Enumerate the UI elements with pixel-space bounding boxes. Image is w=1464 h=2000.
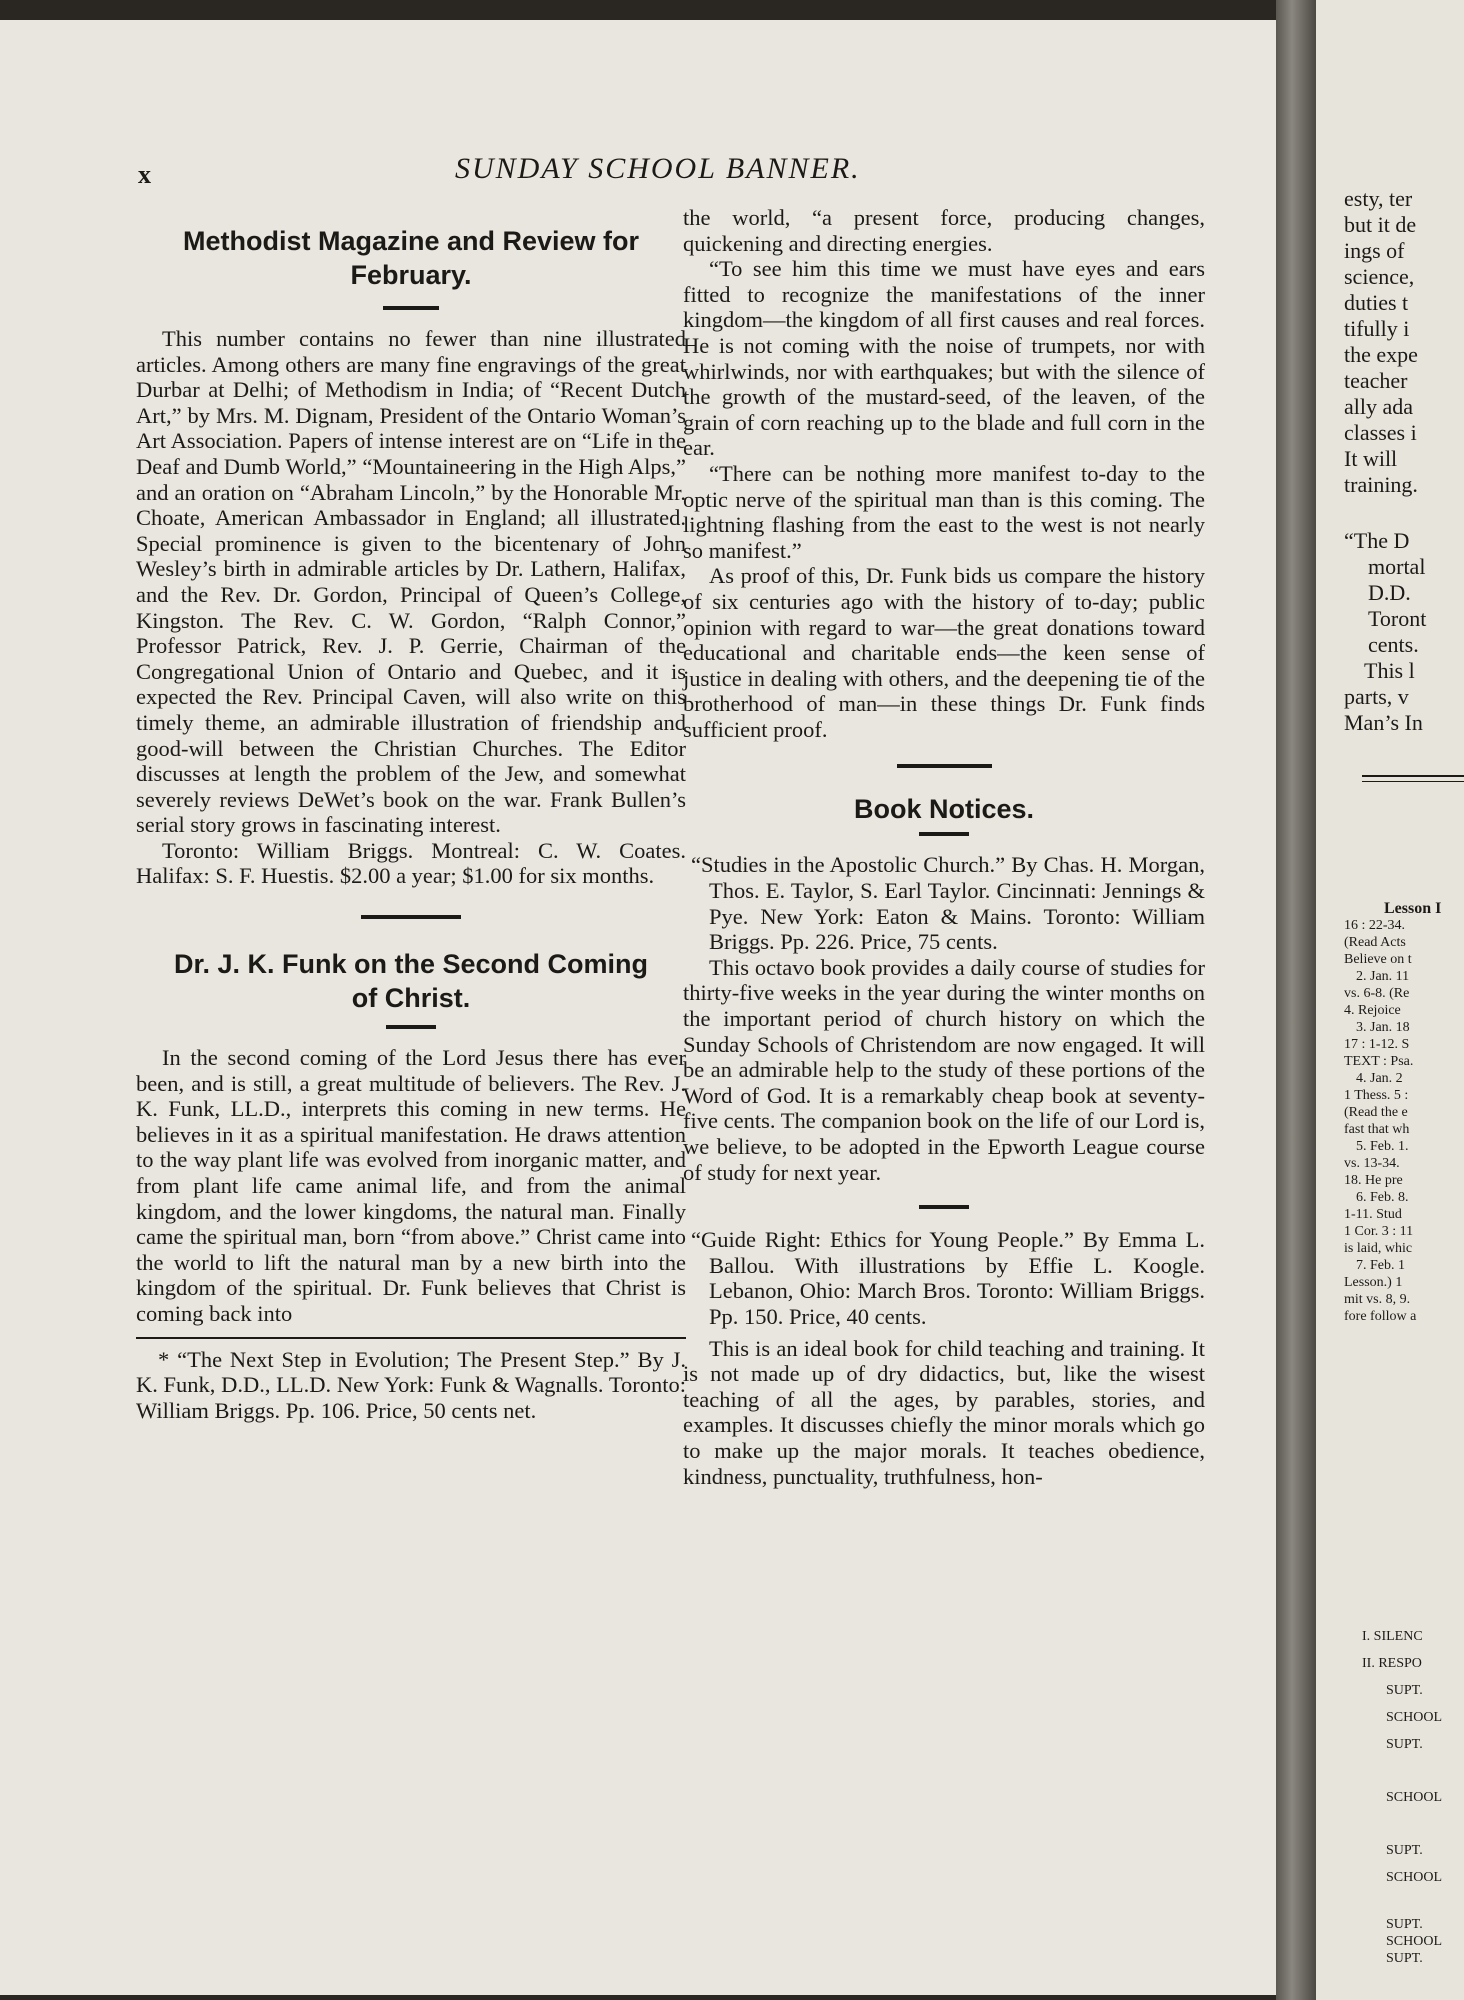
section-rule: [383, 306, 439, 310]
running-title: SUNDAY SCHOOL BANNER.: [455, 152, 861, 185]
paragraph: This number contains no fewer than nine illustrated articles. Among others are many fine engravings of the great Durbar at Delhi; of Methodism in India; of “Recent Dutch Art,” by Mrs. M. Dignam, President of the Ontario Woman’s Art Association. Papers of intense interest are on “Life in the Deaf and Dumb World,” “Mountaineering in the High Alps,” and an oration on “Abraham Lincoln,” by the Honorable Mr. Choate, American Ambassador in England; all illustrated. Special prominence is given to the bicentenary of John Wesley’s birth in admirable articles by Dr. Lathern, Halifax, and the Rev. Dr. Gordon, Principal of Queen’s College, Kingston. The Rev. C. W. Gordon, “Ralph Connor,” Professor Patrick, Rev. J. P. Gerrie, Chairman of the Congregational Union of Ontario and Quebec, and it is expected the Rev. Principal Caven, will also write on this timely theme, an admirable illustration of friendship and good-will between the Christian Churches. The Editor discusses at length the problem of the Jew, and somewhat severely reviews DeWet’s book on the war. Frank Bullen’s serial story grows in fascinating interest.: [136, 326, 686, 838]
footnote: * “The Next Step in Evolution; The Present Step.” By J. K. Funk, D.D., LL.D. New York: Funk & Wagnalls. Toronto: William Briggs. Pp. 106. Price, 50 cents net.: [136, 1346, 686, 1423]
section-divider: [897, 764, 992, 768]
facing-rule: [1362, 781, 1464, 782]
paragraph: This is an ideal book for child teaching and training. It is not made up of dry didactics, but, like the wisest teaching of all the ages, by parables, stories, and examples. It discusses chiefly the minor morals which go to make up the major morals. It teaches obedience, kindness, punctuality, truthfulness, hon-: [683, 1335, 1205, 1489]
column-right: [683, 205, 1205, 1489]
paragraph: the world, “a present force, producing changes, quickening and directing energies.: [683, 205, 1205, 256]
paragraph: In the second coming of the Lord Jesus there has ever been, and is still, a great multitude of believers. The Rev. J. K. Funk, LL.D., interprets this coming in new terms. He believes in it as a spiritual manifestation. He draws attention to the way plant life was evolved from inorganic matter, and from plant life came animal life, and from the animal kingdom, and the lower kingdoms, the natural man. Finally came the spiritual man, born “from above.” Christ came into the world to lift the natural man by a new birth into the kingdom of the spiritual. Dr. Funk believes that Christ is coming back into: [136, 1045, 686, 1326]
paragraph: This octavo book provides a daily course of studies for thirty-five weeks in the year during the winter months on the important period of church history on which the Sunday Schools of Christendom are now engaged. It will be an admirable help to the study of these portions of the Word of God. It is a remarkably cheap book at seventy-five cents. The companion book on the life of our Lord is, we believe, to be adopted in the Epworth League course of study for next year.: [683, 954, 1205, 1185]
heading-methodist-magazine: Methodist Magazine and Review for February.: [182, 226, 640, 290]
paragraph-publisher: Toronto: William Briggs. Montreal: C. W. Coates. Halifax: S. F. Huestis. $2.00 a year; $1.00 for six months.: [136, 837, 686, 889]
book-reference: “Guide Right: Ethics for Young People.” By Emma L. Ballou. With illustrations by Effie L. Koogle. Lebanon, Ohio: March Bros. Toronto: William Briggs. Pp. 150. Price, 40 cents.: [691, 1227, 1205, 1329]
facing-lesson-list: Lesson I 16 : 22-34. (Read Acts Believe on t 2. Jan. 11 vs. 6-8. (Re 4. Rejoice 3. Jan. 18 17 : 1-12. S TEXT : Psa. 4. Jan. 2 1 Thess. 5 : (Read the e fast that wh 5. Feb. 1. vs. 13-34. 18. He pre 6. Feb. 8. 1-11. Stud 1 Cor. 3 : 11 is laid, whic 7. Feb. 1 Lesson.) 1 mit vs. 8, 9. fore follow a: [1344, 900, 1442, 1324]
facing-responsive-service: I. SILENC II. RESPO SUPT. SCHOOL SUPT. SCHOOL SUPT. SCHOOL SUPT. SCHOOL SUPT.: [1362, 1629, 1443, 1966]
paragraph: “To see him this time we must have eyes and ears fitted to recognize the manifestations of the inner kingdom—the kingdom of all first causes and real forces. He is not coming with the noise of trumpets, nor with whirlwinds, nor with earthquakes; but with the silence of the growth of the mustard-seed, of the leaven, of the grain of corn reaching up to the blade and full corn in the ear.: [683, 256, 1205, 461]
section-rule: [386, 1025, 436, 1029]
page-number: x: [138, 160, 151, 189]
book-reference: “Studies in the Apostolic Church.” By Chas. H. Morgan, Thos. E. Taylor, S. Earl Taylor. Cincinnati: Jennings & Pye. New York: Eaton & Mains. Toronto: William Briggs. Pp. 226. Price, 75 cents.: [691, 852, 1205, 955]
heading-funk-second-coming: Dr. J. K. Funk on the Second Coming of Christ.: [173, 949, 649, 1014]
footnote-rule: [136, 1337, 686, 1339]
facing-page-text-top: esty, ter but it de ings of science, duties t tifully i the expe teacher ally ada classes i It will training.: [1344, 186, 1418, 497]
heading-book-notices: Book Notices.: [853, 794, 1035, 825]
section-divider: [919, 1205, 969, 1209]
facing-rule: [1362, 775, 1464, 777]
page: [0, 20, 1290, 1995]
paragraph: “There can be nothing more manifest to-day to the optic nerve of the spiritual man than is this coming. The lightning flashing from the east to the west is not nearly so manifest.”: [683, 460, 1205, 563]
page-fold: [1276, 0, 1316, 2000]
section-divider: [361, 915, 461, 919]
section-rule: [919, 832, 969, 836]
paragraph: As proof of this, Dr. Funk bids us compare the history of six centuries ago with the history of to-day; public opinion with regard to war—the great donations toward educational and charitable ends—the keen sense of justice in dealing with others, and the deepening tie of the brotherhood of man—in these things Dr. Funk finds sufficient proof.: [683, 563, 1205, 742]
column-left: [136, 210, 686, 1423]
facing-page-text-mid: “The D mortal D.D. Toront cents. This l parts, v Man’s In: [1344, 528, 1427, 735]
